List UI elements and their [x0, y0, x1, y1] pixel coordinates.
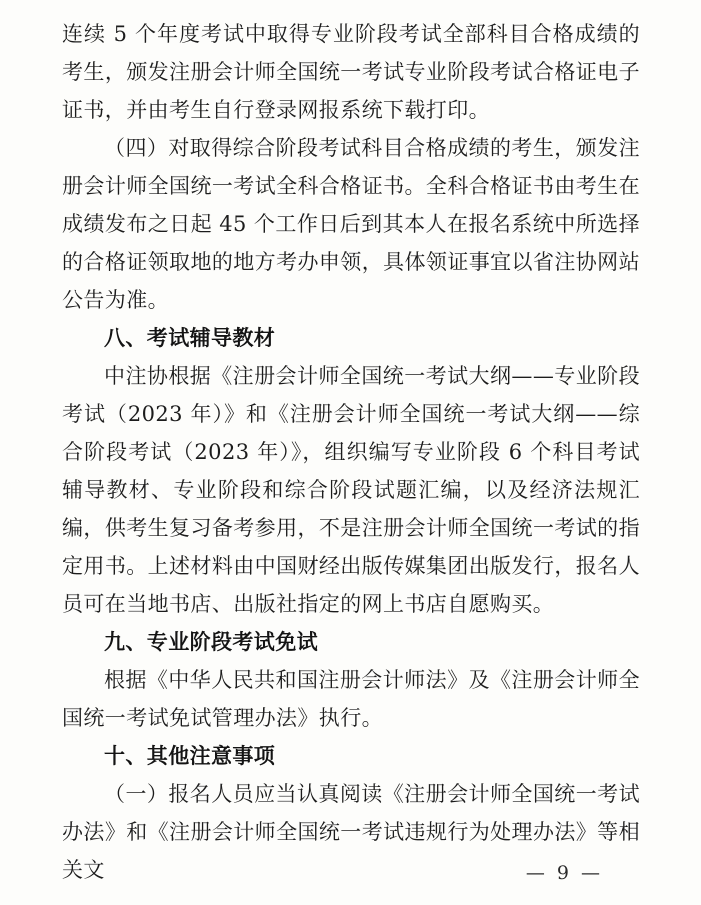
page-number: — 9 —: [525, 862, 603, 884]
section-heading-professional-exam-exemption: 九、专业阶段考试免试: [104, 629, 318, 654]
paragraph-other-notes-item-one: （一）报名人员应当认真阅读《注册会计师全国统一考试办法》和《注册会计师全国统一考试违规行为处理办法》等相关文: [62, 782, 640, 882]
paragraph-exemption-detail: 根据《中华人民共和国注册会计师法》及《注册会计师全国统一考试免试管理办法》执行。: [62, 668, 640, 730]
paragraph-comprehensive-certificate: （四）对取得综合阶段考试科目合格成绩的考生，颁发注册会计师全国统一考试全科合格证书。全科合格证书由考生在成绩发布之日起 45 个工作日后到其本人在报名系统中所选择的合格证领取地的地方考办申领，具体领证事宜以省注协网站公告为准。: [62, 136, 640, 312]
section-heading-other-notes: 十、其他注意事项: [104, 743, 276, 768]
paragraph-tutorial-materials-detail: 中注协根据《注册会计师全国统一考试大纲——专业阶段考试（2023 年）》和《注册会计师全国统一考试大纲——综合阶段考试（2023 年）》，组织编写专业阶段 6 个科目考试辅导教材、专业阶段和综合阶段试题汇编，以及经济法规汇编，供考生复习备考参用，不是注册会计师全国统一考试的指定用书。上述材料由中国财经出版传媒集团出版发行，报名人员可在当地书店、出版社指定的网上书店自愿购买。: [62, 364, 640, 616]
section-heading-exam-tutorial-materials: 八、考试辅导教材: [104, 325, 276, 350]
paragraph-professional-certificate: 连续 5 个年度考试中取得专业阶段考试全部科目合格成绩的考生，颁发注册会计师全国统一考试专业阶段考试合格证电子证书，并由考生自行登录网报系统下载打印。: [62, 22, 640, 122]
